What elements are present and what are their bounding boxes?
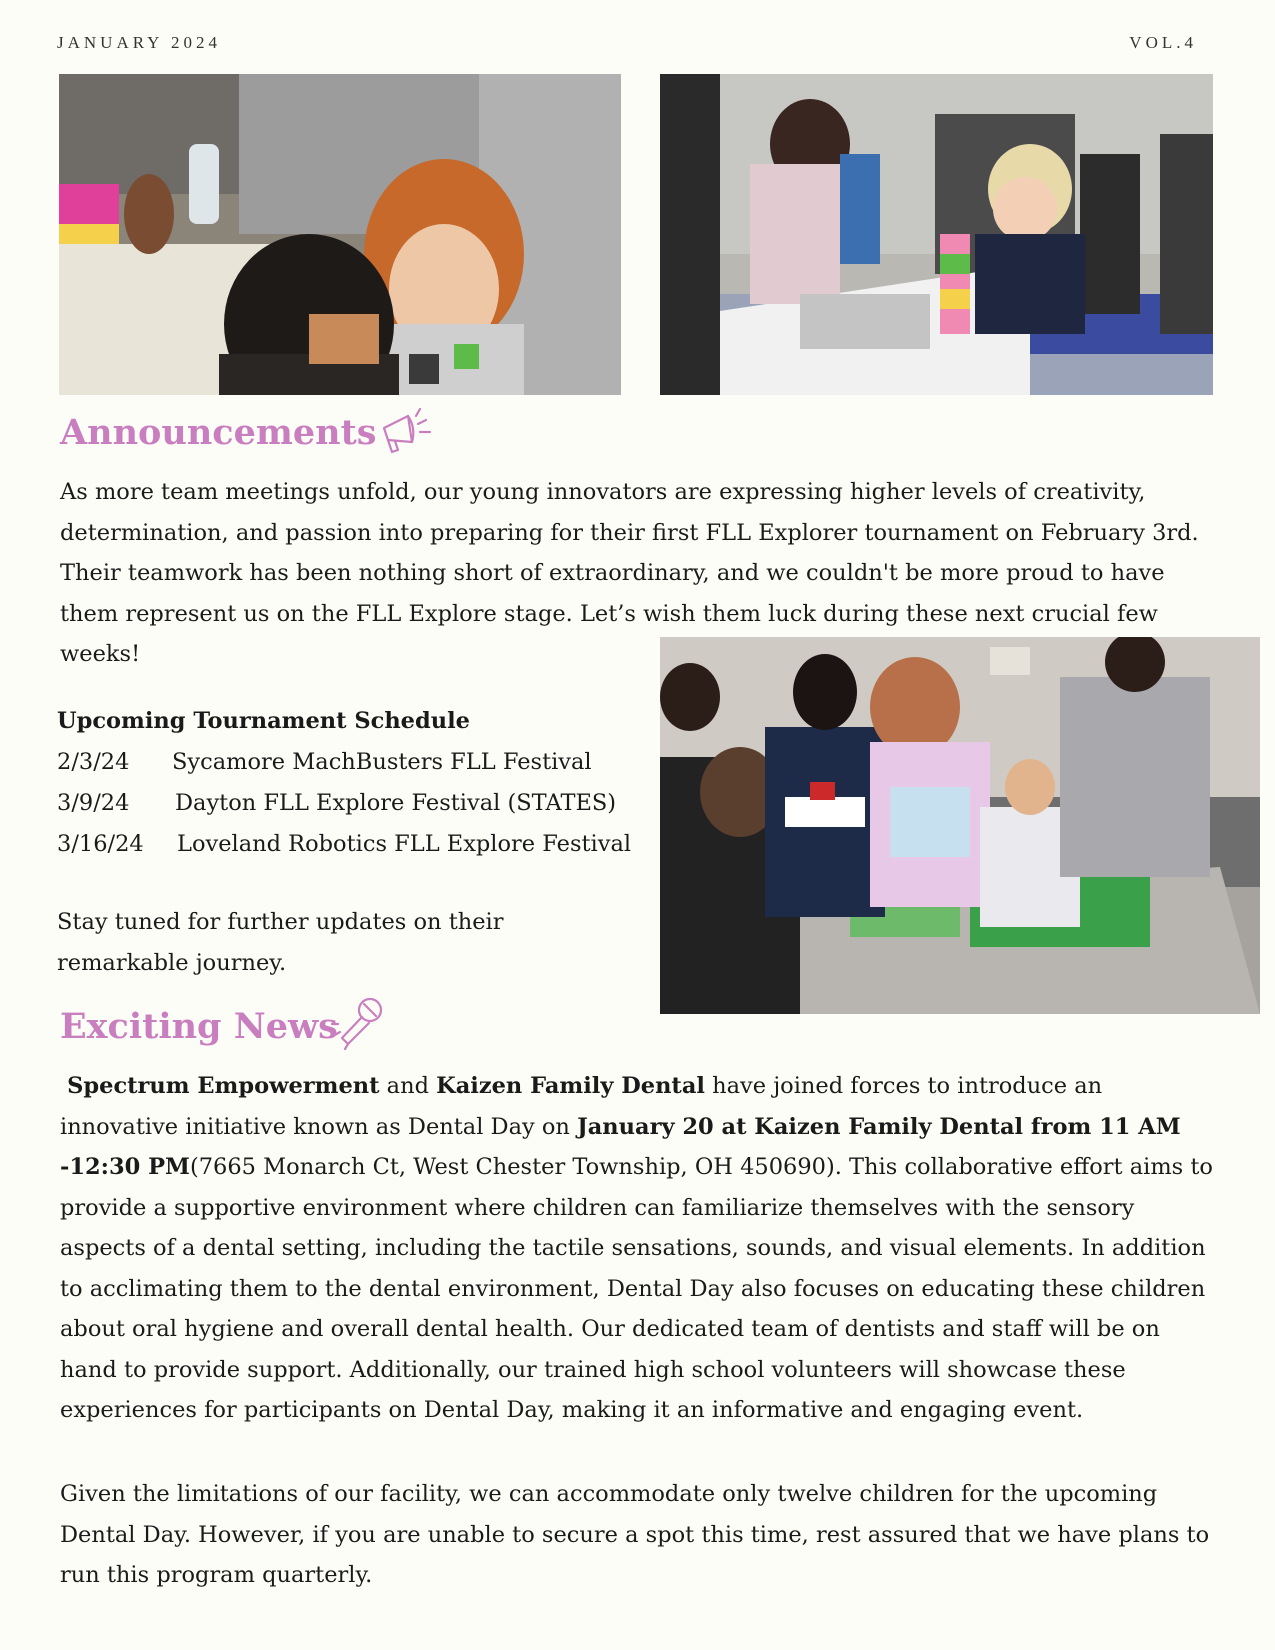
newsletter-date: JANUARY 2024	[57, 33, 222, 52]
newsletter-volume: VOL.4	[1129, 33, 1197, 52]
stay-tuned-line: Stay tuned for further updates on their	[57, 909, 504, 935]
news-line: hand to provide support. Additionally, our trained high school volunteers will showcase these	[60, 1356, 1126, 1383]
photo-kids-robotics	[660, 637, 1260, 1014]
news-line: about oral hygiene and overall dental health. Our dedicated team of dentists and staff will be on	[60, 1316, 1160, 1342]
exciting-news-paragraph	[60, 1066, 1260, 1431]
announcements-line: weeks!	[60, 641, 141, 667]
news-line	[60, 1066, 1260, 1107]
announcements-title: Announcements	[60, 412, 377, 453]
schedule-row	[57, 783, 657, 824]
schedule-row	[57, 824, 657, 865]
exciting-news-title: Exciting News	[60, 1006, 338, 1047]
announcements-paragraph	[60, 472, 1260, 675]
news-text: have joined forces to introduce an	[704, 1073, 1103, 1099]
announcements-line: Their teamwork has been nothing short of extraordinary, and we couldn't be more proud to have	[60, 560, 1165, 586]
news-line: to acclimating them to the dental environment, Dental Day also focuses on educating these children	[60, 1275, 1206, 1302]
org-kaizen-family-dental: Kaizen Family Dental	[436, 1073, 705, 1099]
schedule-event: Loveland Robotics FLL Explore Festival	[177, 830, 632, 857]
megaphone-icon	[378, 406, 434, 458]
stay-tuned-text	[57, 902, 617, 983]
schedule-date: 2/3/24	[57, 748, 130, 775]
exciting-news-paragraph-2	[60, 1474, 1260, 1596]
schedule-row	[57, 742, 657, 783]
schedule-title: Upcoming Tournament Schedule	[57, 708, 470, 734]
schedule-event: Sycamore MachBusters FLL Festival	[172, 748, 592, 775]
event-date-location: January 20 at Kaizen Family Dental from 11 AM	[577, 1113, 1181, 1140]
photo-children-crafting	[59, 74, 621, 395]
schedule-event: Dayton FLL Explore Festival (STATES)	[175, 789, 617, 816]
announcements-line: them represent us on the FLL Explore stage. Let’s wish them luck during these next crucial few	[60, 600, 1158, 627]
schedule-date: 3/16/24	[57, 830, 144, 857]
schedule-date: 3/9/24	[57, 789, 130, 816]
news-line: provide a supportive environment where children can familiarize themselves with the sensory	[60, 1194, 1135, 1221]
event-time: -12:30 PM	[60, 1154, 190, 1180]
news-text: innovative initiative known as Dental Day on	[60, 1113, 578, 1140]
announcements-line: As more team meetings unfold, our young innovators are expressing higher levels of creativity,	[60, 479, 1146, 505]
org-spectrum-empowerment: Spectrum Empowerment	[67, 1073, 380, 1099]
photo-children-at-table	[660, 74, 1213, 395]
stay-tuned-line: remarkable journey.	[57, 949, 287, 976]
news-line	[60, 1107, 1260, 1148]
tournament-schedule	[57, 701, 657, 865]
microphone-icon	[328, 994, 390, 1052]
news-line: run this program quarterly.	[60, 1562, 373, 1588]
news-line	[60, 1147, 1260, 1188]
news-line: Dental Day. However, if you are unable to secure a spot this time, rest assured that we have plans to	[60, 1521, 1210, 1548]
news-text: (7665 Monarch Ct, West Chester Township, OH 450690). This collaborative effort aims to	[189, 1154, 1213, 1180]
news-line: aspects of a dental setting, including the tactile sensations, sounds, and visual elements. In addition	[60, 1235, 1206, 1261]
news-line: experiences for participants on Dental Day, making it an informative and engaging event.	[60, 1397, 1084, 1423]
news-text: and	[379, 1073, 437, 1099]
announcements-line: determination, and passion into preparing for their first FLL Explorer tournament on February 3rd.	[60, 519, 1199, 546]
news-line: Given the limitations of our facility, we can accommodate only twelve children for the upcoming	[60, 1481, 1158, 1507]
